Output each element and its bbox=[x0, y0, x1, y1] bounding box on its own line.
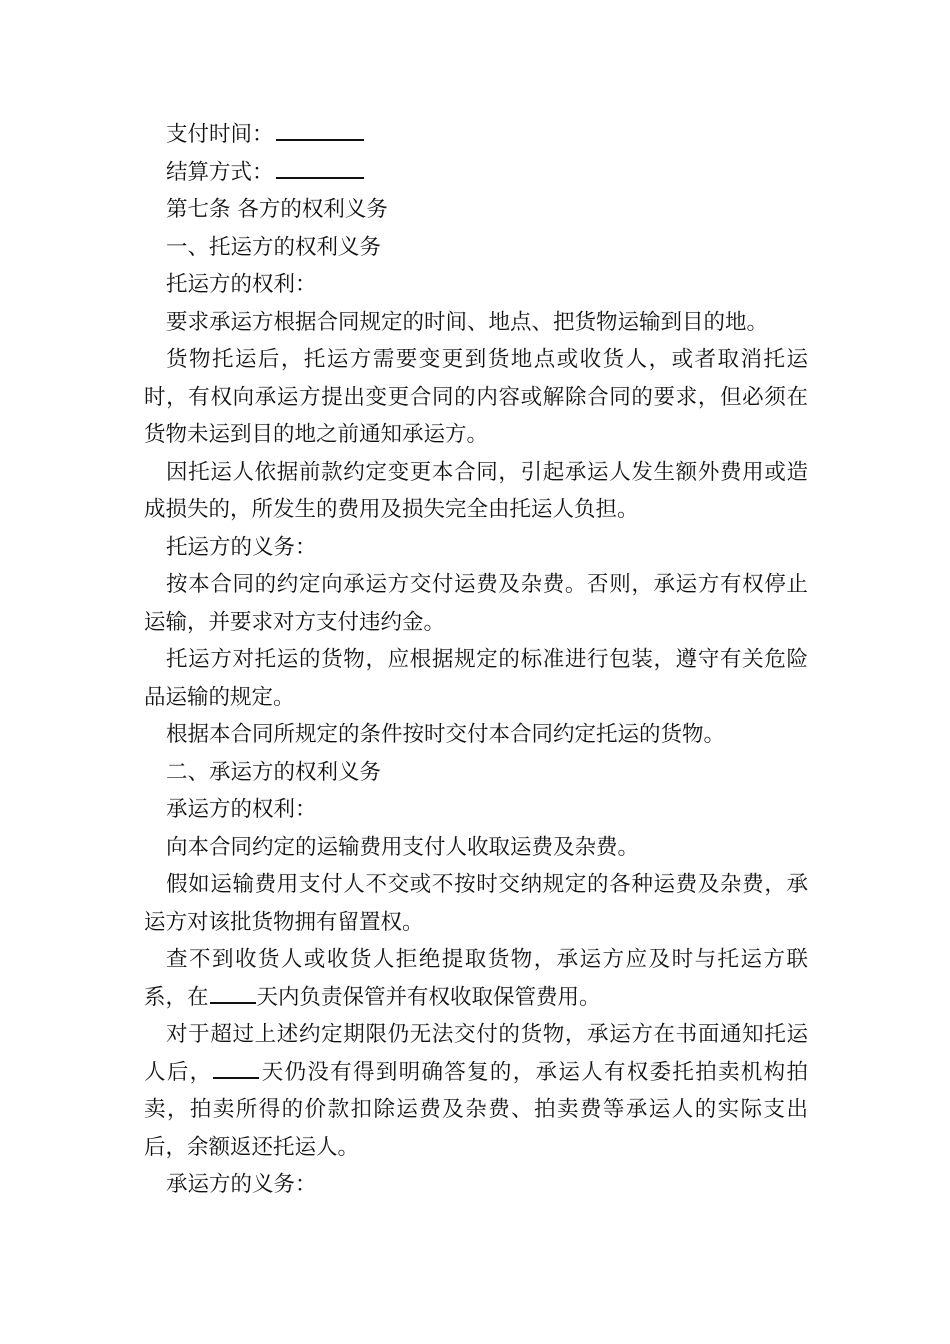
settlement-method-line bbox=[144, 154, 808, 192]
shipper-rights-heading: 托运方的权利： bbox=[166, 272, 317, 297]
payment-time-blank[interactable] bbox=[276, 120, 364, 141]
carrier-right-3 bbox=[144, 941, 808, 1016]
shipper-right-1: 要求承运方根据合同规定的时间、地点、把货物运输到目的地。 bbox=[166, 309, 769, 335]
shipper-duties-heading: 托运方的义务： bbox=[166, 534, 317, 560]
carrier-right-4-text-b: 天仍没有得到明确答复的，承运人有权委托拍卖机构拍卖，拍卖所得的价款扣除运费及杂费、拍卖费等承运人的实际支出后，余额返还托运人。 bbox=[144, 1059, 808, 1160]
payment-time-label: 支付时间： bbox=[166, 122, 274, 147]
carrier-right-1: 向本合同约定的运输费用支付人收取运费及杂费。 bbox=[166, 834, 640, 860]
carrier-duties-heading: 承运方的义务： bbox=[166, 1172, 317, 1197]
carrier-right-2: 假如运输费用支付人不交或不按时交纳规定的各种运费及杂费，承运方对该批货物拥有留置权。 bbox=[144, 872, 808, 935]
carrier-right-3-text-b: 天内负责保管并有权收取保管费用。 bbox=[256, 984, 601, 1010]
shipper-duty-1: 按本合同的约定向承运方交付运费及杂费。否则，承运方有权停止运输，并要求对方支付违约金。 bbox=[144, 572, 808, 635]
reply-days-blank[interactable] bbox=[213, 1058, 259, 1079]
shipper-right-3: 因托运人依据前款约定变更本合同，引起承运人发生额外费用或造成损失的，所发生的费用及损失完全由托运人负担。 bbox=[144, 459, 808, 522]
section-shipper-heading: 一、托运方的权利义务 bbox=[166, 234, 382, 260]
shipper-right-2: 货物托运后，托运方需要变更到货地点或收货人，或者取消托运时，有权向承运方提出变更合同的内容或解除合同的要求，但必须在货物未运到目的地之前通知承运方。 bbox=[144, 347, 808, 447]
article-seven-heading: 第七条 各方的权利义务 bbox=[166, 197, 388, 222]
carrier-rights-heading: 承运方的权利： bbox=[166, 797, 317, 822]
carrier-right-3-text-a: 查不到收货人或收货人拒绝提取货物，承运方应及时与托运方联系，在 bbox=[144, 947, 808, 1010]
storage-days-blank[interactable] bbox=[210, 983, 256, 1004]
payment-time-line bbox=[144, 116, 808, 154]
carrier-right-4-text-a: 对于超过上述约定期限仍无法交付的货物，承运方在书面通知托运人后， bbox=[144, 1022, 808, 1085]
shipper-duty-3: 根据本合同所规定的条件按时交付本合同约定托运的货物。 bbox=[166, 722, 726, 747]
settlement-method-blank[interactable] bbox=[276, 158, 364, 179]
carrier-right-4 bbox=[144, 1016, 808, 1166]
section-carrier-heading: 二、承运方的权利义务 bbox=[166, 759, 382, 785]
contract-body bbox=[144, 116, 808, 1204]
shipper-duty-2: 托运方对托运的货物，应根据规定的标准进行包装，遵守有关危险品运输的规定。 bbox=[144, 647, 808, 710]
settlement-method-label: 结算方式： bbox=[166, 159, 274, 185]
